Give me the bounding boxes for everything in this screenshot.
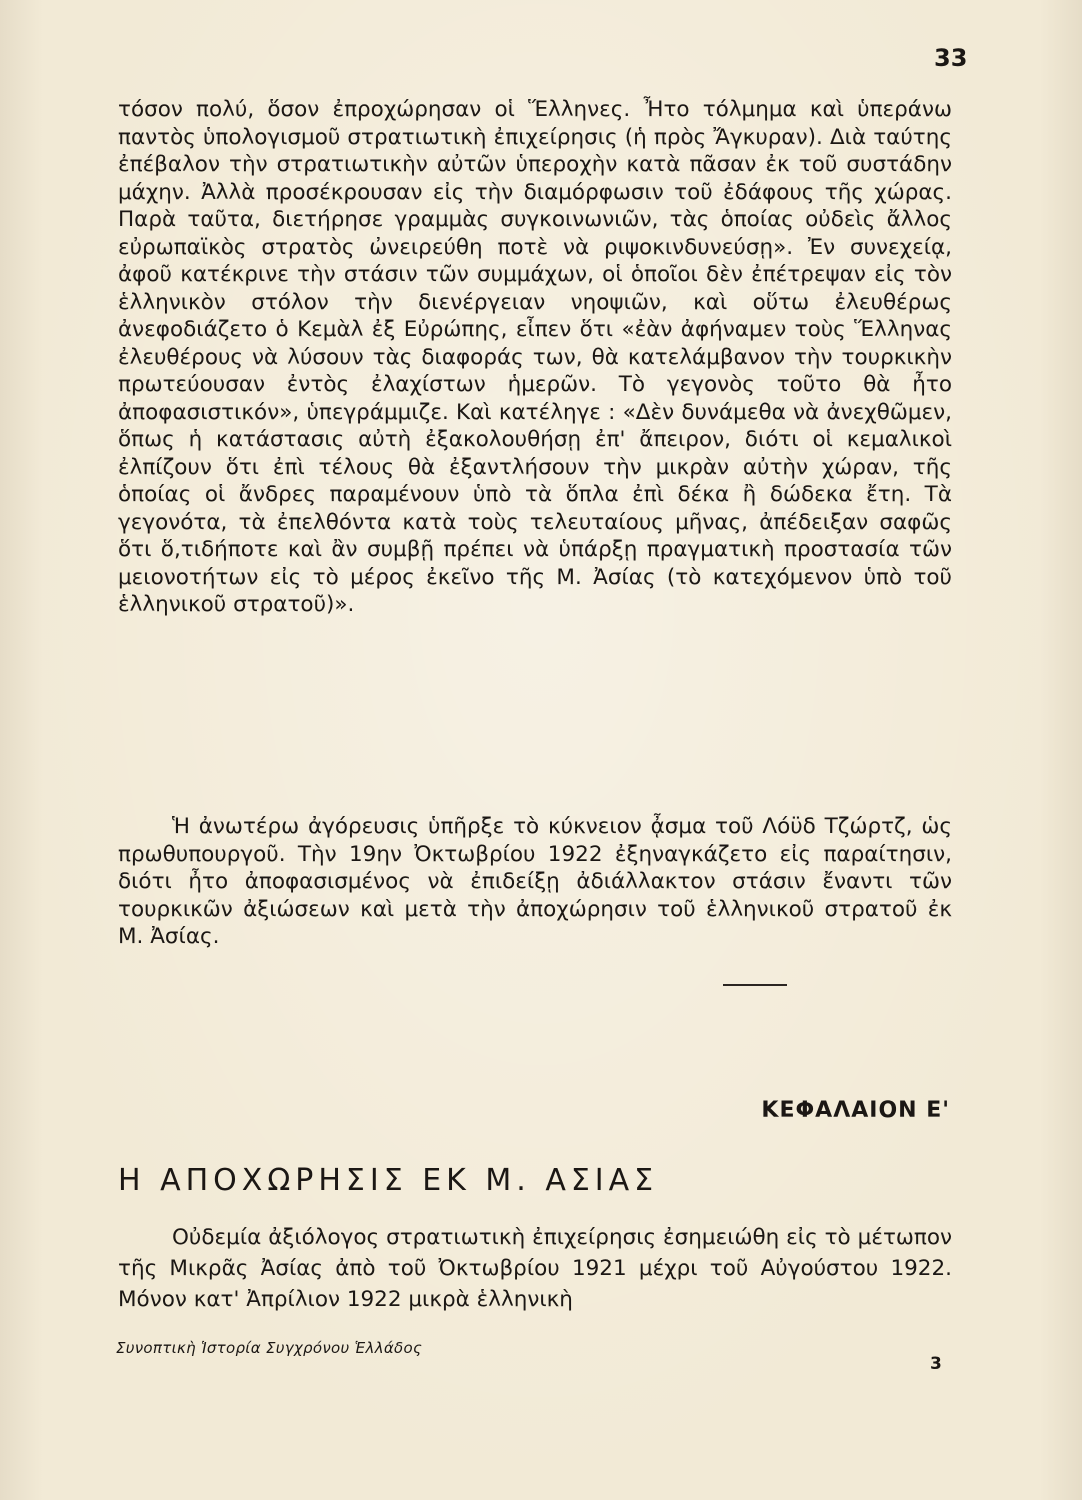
page-number: 33 bbox=[934, 44, 968, 72]
body-paragraph-1: τόσον πολύ, ὅσον ἐπροχώρησαν οἱ Ἕλληνες. Ἦτο τόλμημα καὶ ὑπεράνω παντὸς ὑπολογισμοῦ στρατιωτικὴ ἐπιχείρησις (ἡ πρὸς Ἄγκυραν). Διὰ ταύτης ἐπέβαλον τὴν στρατιωτικὴν αὐτῶν ὑπεροχὴν κατὰ πᾶσαν ἐκ τοῦ συστάδην μάχην. Ἀλλὰ προσέκρουσαν εἰς τὴν διαμόρφωσιν τοῦ ἐδάφους τῆς χώρας. Παρὰ ταῦτα, διετήρησε γραμμὰς συγκοινωνιῶν, τὰς ὁποίας οὐδεὶς ἄλλος εὐρωπαϊκὸς στρατὸς ὠνειρεύθη ποτὲ νὰ ριψοκινδυνεύσῃ». Ἐν συνεχείᾳ, ἀφοῦ κατέκρινε τὴν στάσιν τῶν συμμάχων, οἱ ὁποῖοι δὲν ἐπέτρεψαν εἰς τὸν ἑλληνικὸν στόλον τὴν διενέργειαν νηοψιῶν, καὶ οὕτω ἐλευθέρως ἀνεφοδιάζετο ὁ Κεμὰλ ἐξ Εὐρώπης, εἶπεν ὅτι «ἐὰν ἀφήναμεν τοὺς Ἕλληνας ἐλευθέρους νὰ λύσουν τὰς διαφοράς των, θὰ κατελάμβανον τὴν τουρκικὴν πρωτεύουσαν ἐντὸς ἐλαχίστων ἡμερῶν. Τὸ γεγονὸς τοῦτο θὰ ἦτο ἀποφασιστικόν», ὑπεγράμμιζε. Καὶ κατέληγε : «Δὲν δυνάμεθα νὰ ἀνεχθῶμεν, ὅπως ἡ κατάστασις αὐτὴ ἐξακολουθήσῃ ἐπ' ἄπειρον, διότι οἱ κεμαλικοὶ ἐλπίζουν ὅτι ἐπὶ τέλους θὰ ἐξαντλήσουν τὴν μικρὰν αὐτὴν χώραν, τῆς ὁποίας οἱ ἄνδρες παραμένουν ὑπὸ τὰ ὅπλα ἐπὶ δέκα ἢ δώδεκα ἔτη. Τὰ γεγονότα, τὰ ἐπελθόντα κατὰ τοὺς τελευταίους μῆνας, ἀπέδειξαν σαφῶς ὅτι ὅ,τιδήποτε καὶ ἂν συμβῇ πρέπει νὰ ὑπάρξῃ πραγματικὴ προστασία τῶν μειονοτήτων εἰς τὸ μέρος ἐκεῖνο τῆς Μ. Ἀσίας (τὸ κατεχόμενον ὑπὸ τοῦ ἑλληνικοῦ στρατοῦ)». bbox=[118, 97, 952, 617]
section-end-rule bbox=[723, 984, 787, 986]
chapter-title: Η ΑΠΟΧΩΡΗΣΙΣ ΕΚ Μ. ΑΣΙΑΣ bbox=[118, 1163, 659, 1198]
signature-mark: 3 bbox=[930, 1354, 942, 1374]
body-paragraph-3: Οὐδεμία ἀξιόλογος στρατιωτικὴ ἐπιχείρησις ἐσημειώθη εἰς τὸ μέτωπον τῆς Μικρᾶς Ἀσίας ἀπὸ τοῦ Ὀκτωβρίου 1921 μέχρι τοῦ Αὐγούστου 1922. Μόνον κατ' Ἀπρίλιον 1922 μικρὰ ἑλληνικὴ bbox=[118, 1225, 952, 1312]
running-footer: Συνοπτικὴ Ἱστορία Συγχρόνου Ἑλλάδος bbox=[116, 1339, 423, 1357]
chapter-label: ΚΕΦΑΛΑΙΟΝ Ε' bbox=[761, 1098, 950, 1123]
body-paragraph-2: Ἡ ἀνωτέρω ἀγόρευσις ὑπῆρξε τὸ κύκνειον ᾆσμα τοῦ Λόϋδ Τζώρτζ, ὡς πρωθυπουργοῦ. Τὴν 19ην Ὀκτωβρίου 1922 ἐξηναγκάζετο εἰς παραίτησιν, διότι ἦτο ἀποφασισμένος νὰ ἐπιδείξῃ ἀδιάλλακτον στάσιν ἔναντι τῶν τουρκικῶν ἀξιώσεων καὶ μετὰ τὴν ἀποχώρησιν τοῦ ἑλληνικοῦ στρατοῦ ἐκ Μ. Ἀσίας. bbox=[118, 814, 952, 949]
